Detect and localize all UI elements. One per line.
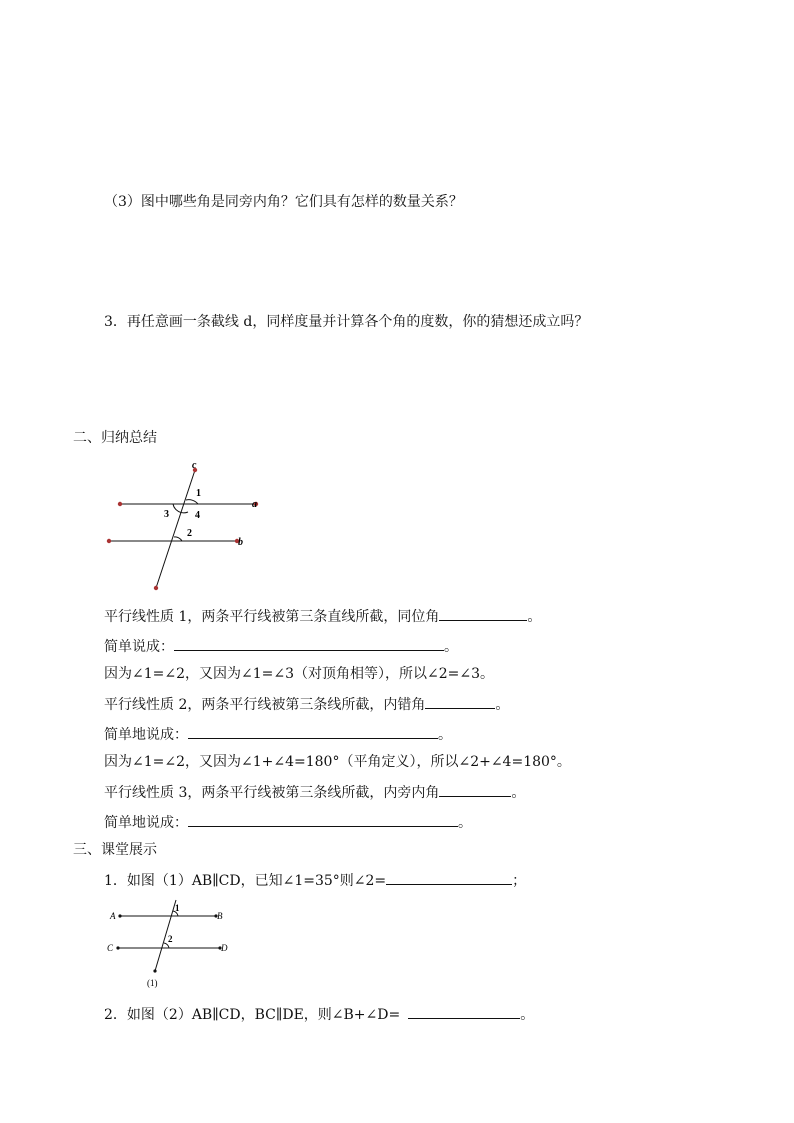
label-angle-2: 2	[168, 934, 173, 944]
property-1-text: 平行线性质 1，两条平行线被第三条直线所截，同位角	[104, 609, 440, 625]
property-3-line	[104, 782, 525, 803]
simple-1-blank[interactable]	[174, 636, 444, 651]
exercise-1-figure	[104, 895, 244, 993]
property-3-blank[interactable]	[439, 782, 511, 797]
simple-3-end: 。	[458, 815, 472, 831]
simple-1-line	[104, 636, 458, 657]
label-D: D	[221, 943, 228, 953]
exercise-1-blank[interactable]	[386, 870, 512, 885]
task-3-text: 3．再任意画一条截线 d，同样度量并计算各个角的度数，你的猜想还成立吗？	[104, 314, 589, 330]
label-angle-1: 1	[175, 903, 180, 913]
property-2-line	[104, 694, 509, 715]
property-1-blank[interactable]	[439, 606, 527, 621]
simple-2-text: 简单地说成：	[104, 727, 188, 743]
property-1-end: 。	[527, 609, 542, 625]
label-c: c	[192, 460, 197, 471]
property-2-end: 。	[495, 697, 510, 713]
section-2-heading: 二、归纳总结	[73, 430, 157, 446]
property-3-end: 。	[511, 785, 526, 801]
label-angle-2: 2	[187, 528, 192, 539]
label-angle-3: 3	[164, 509, 169, 520]
exercise-1-line	[104, 870, 526, 891]
section-3-heading: 三、课堂展示	[73, 842, 157, 858]
simple-2-blank[interactable]	[188, 724, 438, 739]
label-angle-4: 4	[195, 510, 200, 521]
simple-2-end: 。	[438, 727, 452, 743]
label-B: B	[217, 911, 223, 921]
exercise-2-line	[104, 1004, 534, 1025]
exercise-1-text: 1．如图（1）AB∥CD，已知∠1=35°则∠2=	[104, 873, 387, 889]
label-C: C	[107, 943, 114, 953]
property-3-text: 平行线性质 3，两条平行线被第三条线所截，内旁内角	[104, 785, 440, 801]
figure-caption: (1)	[147, 978, 158, 988]
label-a: a	[252, 499, 257, 510]
reason-2-text: 因为∠1=∠2，又因为∠1+∠4=180°（平角定义），所以∠2+∠4=180°。	[104, 754, 571, 770]
property-1-line	[104, 606, 541, 627]
exercise-2-end: 。	[520, 1007, 535, 1023]
simple-3-text: 简单地说成：	[104, 815, 188, 831]
simple-2-line	[104, 724, 452, 745]
exercise-1-end: ；	[512, 873, 527, 889]
exercise-2-blank[interactable]	[408, 1004, 520, 1019]
parallel-lines-figure	[100, 454, 270, 596]
property-2-text: 平行线性质 2，两条平行线被第三条线所截，内错角	[104, 697, 426, 713]
label-b: b	[238, 537, 243, 548]
exercise-2-text: 2．如图（2）AB∥CD，BC∥DE，则∠B+∠D=	[104, 1007, 401, 1023]
reason-1-text: 因为∠1=∠2，又因为∠1=∠3（对顶角相等），所以∠2=∠3。	[104, 666, 495, 682]
simple-3-blank[interactable]	[188, 812, 458, 827]
label-A: A	[110, 911, 116, 921]
question-3-text: （3）图中哪些角是同旁内角？它们具有怎样的数量关系？	[104, 194, 463, 210]
label-angle-1: 1	[196, 488, 201, 499]
simple-1-end: 。	[444, 639, 458, 655]
property-2-blank[interactable]	[425, 694, 495, 709]
simple-3-line	[104, 812, 472, 833]
simple-1-text: 简单说成：	[104, 639, 174, 655]
